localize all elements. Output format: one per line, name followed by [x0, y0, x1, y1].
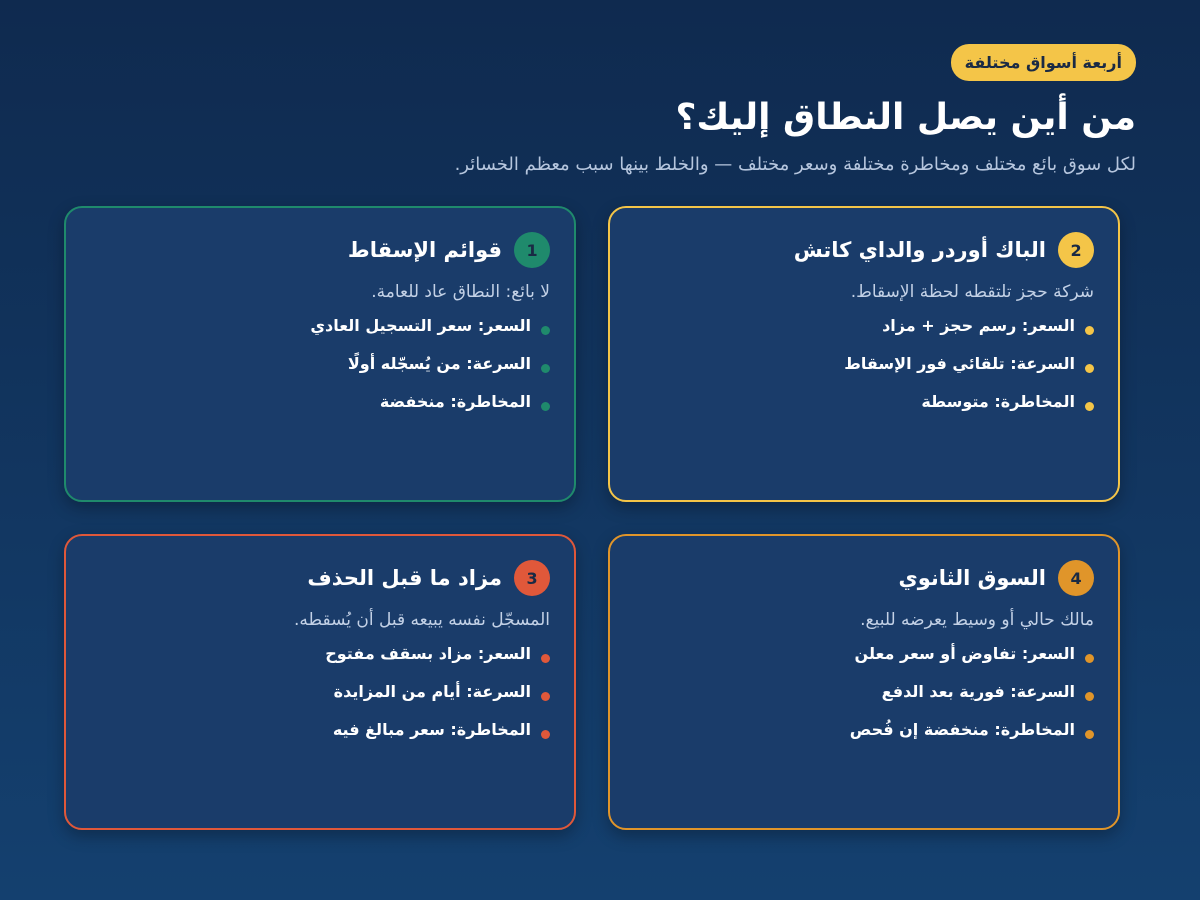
page-title: من أين يصل النطاق إليك؟: [675, 97, 1136, 138]
fact-text: المخاطرة: سعر مبالغ فيه: [332, 720, 531, 739]
bullet-dot: [1085, 654, 1094, 663]
market-cards-grid: [64, 206, 1120, 830]
card-facts: [634, 314, 1094, 414]
fact-item: [634, 718, 1094, 742]
bullet-dot: [541, 692, 550, 701]
card-number-badge: 2: [1058, 232, 1094, 268]
fact-item: [90, 680, 550, 704]
fact-text: السرعة: تلقائي فور الإسقاط: [844, 354, 1075, 373]
bullet-dot: [541, 654, 550, 663]
fact-text: المخاطرة: منخفضة: [379, 392, 531, 411]
bullet-dot: [1085, 326, 1094, 335]
card-header: [90, 560, 550, 596]
bullet-dot: [541, 326, 550, 335]
bullet-dot: [541, 730, 550, 739]
card-header: [90, 232, 550, 268]
bullet-dot: [1085, 402, 1094, 411]
market-card: [608, 534, 1120, 830]
card-title: مزاد ما قبل الحذف: [307, 566, 502, 590]
card-title: الباك أوردر والداي كاتش: [793, 238, 1046, 262]
card-description: لا بائع: النطاق عاد للعامة.: [371, 282, 550, 302]
card-description: المسجّل نفسه يبيعه قبل أن يُسقطه.: [294, 610, 550, 630]
header: [64, 44, 1136, 175]
bullet-dot: [541, 364, 550, 373]
fact-item: [634, 390, 1094, 414]
card-number-badge: 1: [514, 232, 550, 268]
card-number-badge: 4: [1058, 560, 1094, 596]
category-badge: أربعة أسواق مختلفة: [951, 44, 1136, 81]
bullet-dot: [541, 402, 550, 411]
bullet-dot: [1085, 692, 1094, 701]
fact-item: [90, 642, 550, 666]
market-card: [608, 206, 1120, 502]
market-card: [64, 206, 576, 502]
fact-text: المخاطرة: منخفضة إن فُحص: [849, 720, 1075, 739]
fact-item: [90, 314, 550, 338]
fact-item: [90, 352, 550, 376]
bullet-dot: [1085, 730, 1094, 739]
fact-item: [634, 352, 1094, 376]
fact-text: السعر: رسم حجز + مزاد: [882, 316, 1075, 335]
card-description: شركة حجز تلتقطه لحظة الإسقاط.: [850, 282, 1094, 302]
fact-item: [90, 718, 550, 742]
card-title: السوق الثانوي: [898, 566, 1046, 590]
fact-text: السعر: تفاوض أو سعر معلن: [854, 644, 1075, 663]
page-subtitle: لكل سوق بائع مختلف ومخاطرة مختلفة وسعر مختلف — والخلط بينها سبب معظم الخسائر.: [454, 154, 1136, 175]
fact-item: [634, 680, 1094, 704]
card-description: مالك حالي أو وسيط يعرضه للبيع.: [860, 610, 1094, 630]
fact-text: السرعة: أيام من المزايدة: [333, 682, 531, 701]
fact-text: السعر: مزاد بسقف مفتوح: [325, 644, 531, 663]
fact-text: السعر: سعر التسجيل العادي: [310, 316, 531, 335]
fact-item: [634, 642, 1094, 666]
market-card: [64, 534, 576, 830]
card-title: قوائم الإسقاط: [347, 238, 502, 262]
card-facts: [90, 642, 550, 742]
card-facts: [634, 642, 1094, 742]
card-facts: [90, 314, 550, 414]
fact-item: [634, 314, 1094, 338]
card-number-badge: 3: [514, 560, 550, 596]
bullet-dot: [1085, 364, 1094, 373]
fact-text: المخاطرة: متوسطة: [921, 392, 1075, 411]
fact-text: السرعة: من يُسجّله أولًا: [347, 354, 531, 373]
card-header: [634, 560, 1094, 596]
card-header: [634, 232, 1094, 268]
fact-item: [90, 390, 550, 414]
fact-text: السرعة: فورية بعد الدفع: [881, 682, 1075, 701]
